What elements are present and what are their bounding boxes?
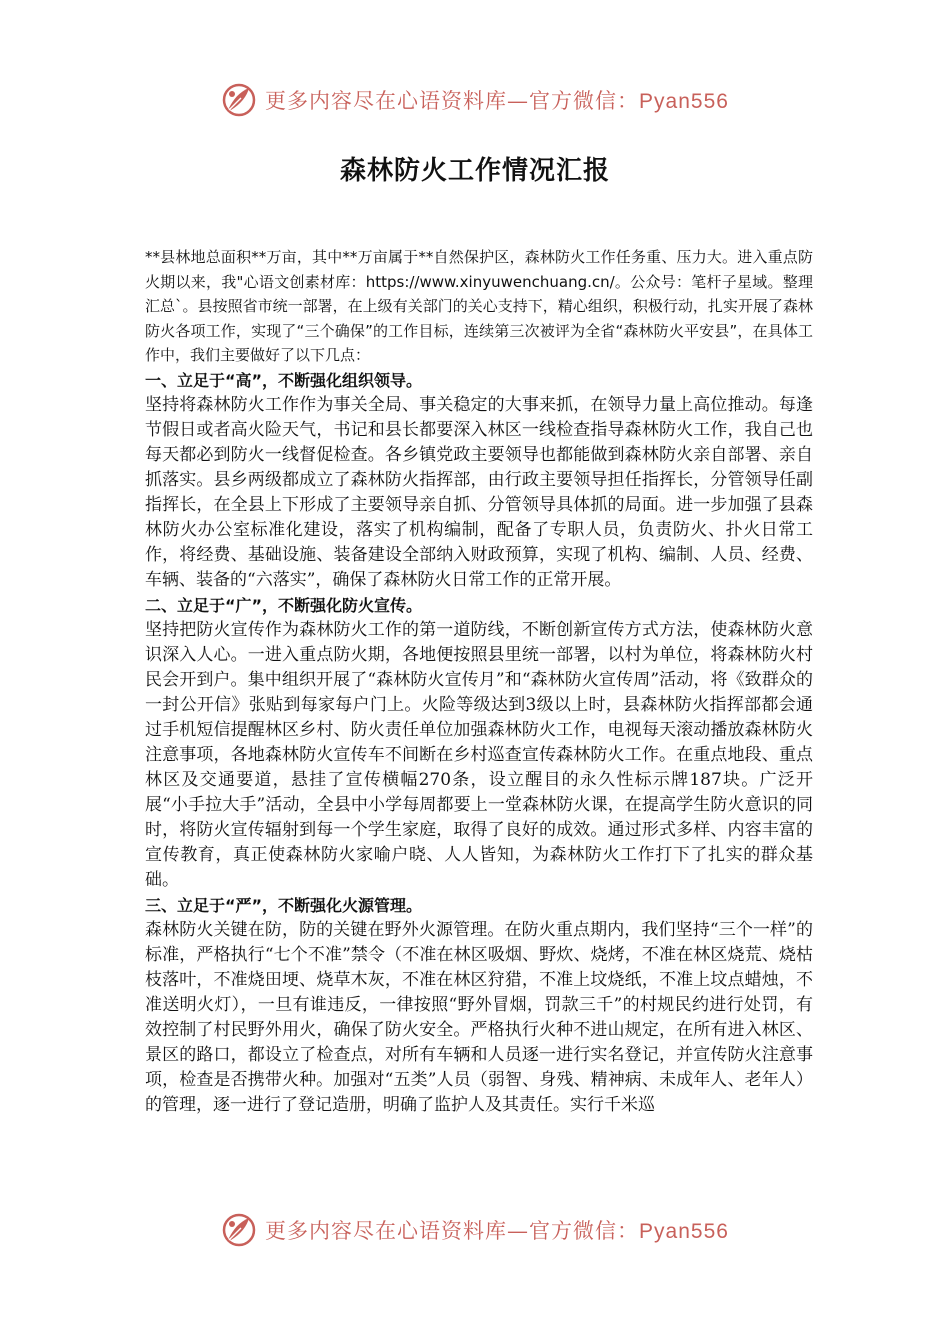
page-title: 森林防火工作情况汇报 xyxy=(339,156,610,186)
wechat-id: Pyan556 xyxy=(639,1220,729,1243)
section-heading-1: 一、立足于“高”，不断强化组织领导。 xyxy=(145,370,423,390)
banner-text: 更多内容尽在心语资料库—官方微信：Pyan556 xyxy=(265,89,729,113)
section-body-1: 坚持将森林防火工作作为事关全局、事关稳定的大事来抓，在领导力量上高位推动。每逢节假日或者高火险天气，书记和县长都要深入林区一线检查指导森林防火工作，我自己也每天都必到防火一线督促检查。各乡镇党政主要领导也都能做到森林防火亲自部署、亲自抓落实。县乡两级都成立了森林防火指挥部，由行政主要领导担任指挥长，分管领导任副指挥长，在全县上下形成了主要领导亲自抓、分管领导具体抓的局面。进一步加强了县森林防火办公室标准化建设，落实了机构编制，配备了专职人员，负责防火、扑火日常工作，将经费、基础设施、装备建设全部纳入财政预算，实现了机构、编制、人员、经费、车辆、装备的“六落实”，确保了森林防火日常工作的正常开展。 xyxy=(145,394,813,590)
section-heading-2: 二、立足于“广”，不断强化防火宣传。 xyxy=(145,595,423,615)
banner-text: 更多内容尽在心语资料库—官方微信：Pyan556 xyxy=(265,1219,729,1243)
section-heading-3: 三、立足于“严”，不断强化火源管理。 xyxy=(145,895,423,915)
feather-pen-logo-icon xyxy=(221,1212,257,1248)
section-body-2: 坚持把防火宣传作为森林防火工作的第一道防线，不断创新宣传方式方法，使森林防火意识深入人心。一进入重点防火期，各地便按照县里统一部署，以村为单位，将森林防火村民会开到户。集中组织开展了“森林防火宣传月”和“森林防火宣传周”活动，将《致群众的一封公开信》张贴到每家每户门上。火险等级达到3级以上时，县森林防火指挥部都会通过手机短信提醒林区乡村、防火责任单位加强森林防火工作，电视每天滚动播放森林防火注意事项，各地森林防火宣传车不间断在乡村巡查宣传森林防火工作。在重点地段、重点林区及交通要道，悬挂了宣传横幅270条，设立醒目的永久性标示牌187块。广泛开展“小手拉大手”活动，全县中小学每周都要上一堂森林防火课，在提高学生防火意识的同时，将防火宣传辐射到每一个学生家庭，取得了良好的成效。通过形式多样、内容丰富的宣传教育，真正使森林防火家喻户晓、人人皆知，为森林防火工作打下了扎实的群众基础。 xyxy=(145,619,813,890)
section-body-3: 森林防火关键在防，防的关键在野外火源管理。在防火重点期内，我们坚持“三个一样”的标准，严格执行“七个不准”禁令（不准在林区吸烟、野炊、烧烤，不准在林区烧荒、烧枯枝落叶，不准烧田埂、烧草木灰，不准在林区狩猎，不准上坟烧纸，不准上坟点蜡烛，不准送明火灯），一旦有谁违反，一律按照“野外冒烟，罚款三千”的村规民约进行处罚，有效控制了村民野外用火，确保了防火安全。严格执行火种不进山规定，在所有进入林区、景区的路口，都设立了检查点，对所有车辆和人员逐一进行实名登记，并宣传防火注意事项，检查是否携带火种。加强对“五类”人员（弱智、身残、精神病、未成年人、老年人）的管理，逐一进行了登记造册，明确了监护人及其责任。实行千米巡 xyxy=(145,919,813,1115)
header-banner xyxy=(0,78,950,122)
footer-banner xyxy=(0,1208,950,1252)
intro-paragraph: **县林地总面积**万亩，其中**万亩属于**自然保护区，森林防火工作任务重、压力大。进入重点防火期以来，我"心语文创素材库：https://www.xinyuwenchuang.cn/。公众号：笔杆子星域。整理汇总`。县按照省市统一部署，在上级有关部门的关心支持下，精心组织，积极行动，扎实开展了森林防火各项工作，实现了“三个确保”的工作目标，连续第三次被评为全省“森林防火平安县”，在具体工作中，我们主要做好了以下几点： xyxy=(145,248,813,365)
document-body xyxy=(145,245,813,1118)
wechat-id: Pyan556 xyxy=(639,90,729,113)
feather-pen-logo-icon xyxy=(221,82,257,118)
